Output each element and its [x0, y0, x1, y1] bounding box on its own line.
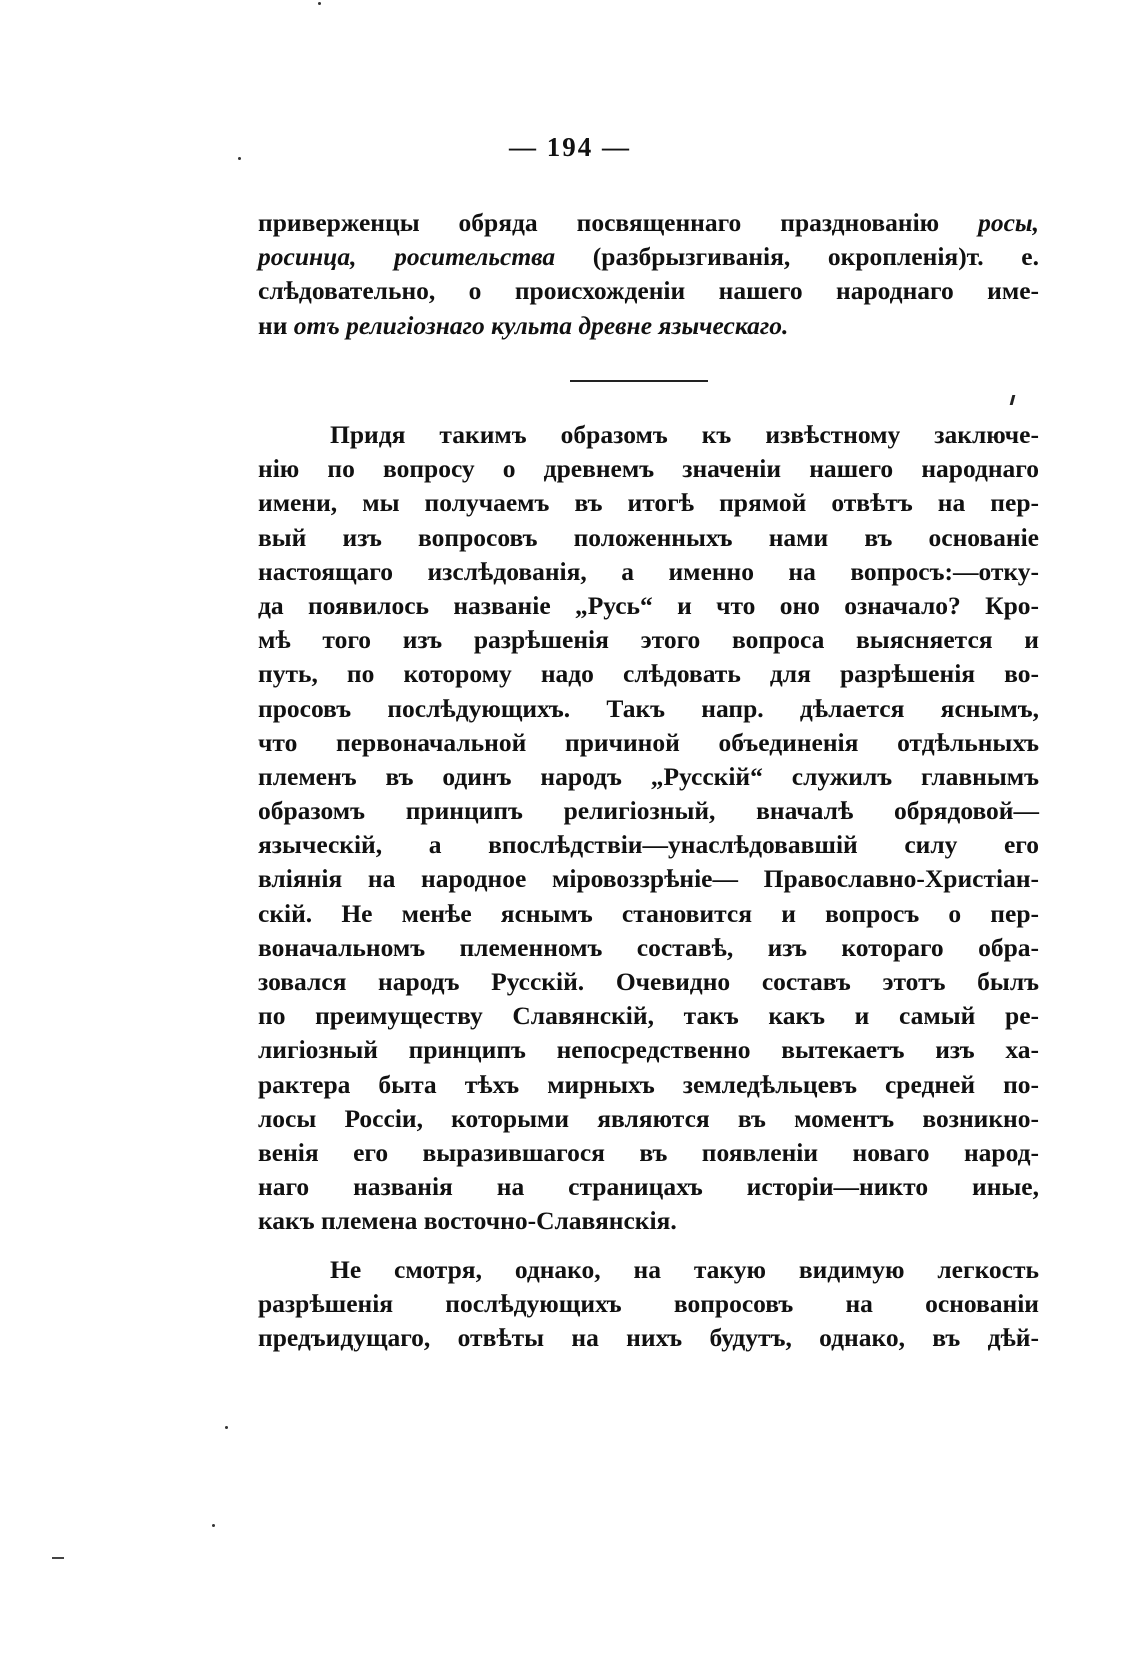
scan-mark: [52, 1557, 64, 1559]
text-line: нію по вопросу о древнемъ значеніи нашего народнаго: [258, 454, 1039, 484]
text-line: [258, 309, 1039, 343]
text-line: предъидущаго, отвѣты на нихъ будутъ, однако, въ дѣй-: [258, 1323, 1039, 1353]
text-line: венія его выразившагося въ появленіи новаго народ-: [258, 1137, 1039, 1167]
italic-term: росы,: [978, 208, 1039, 237]
scan-speck: [212, 1524, 215, 1527]
text-line: рактера быта тѣхъ мирныхъ земледѣльцевъ средней по-: [258, 1069, 1039, 1099]
text-line: вый изъ вопросовъ положенныхъ нами въ основаніе: [258, 522, 1039, 552]
italic-term: росинца, росительства: [258, 242, 556, 272]
text-line: имени, мы получаемъ въ итогѣ прямой отвѣтъ на пер-: [258, 488, 1039, 518]
text-line: настоящаго изслѣдованія, а именно на вопросъ:—отку-: [258, 556, 1039, 586]
text-line: племенъ въ одинъ народъ „Русскій“ служилъ главнымъ: [258, 761, 1039, 791]
text-line: по преимуществу Славянскій, такъ какъ и самый ре-: [258, 1001, 1039, 1031]
text-line: Придя такимъ образомъ къ извѣстному заключе-: [330, 420, 1039, 449]
scan-speck: [318, 2, 321, 5]
text-line: наго названія на страницахъ исторіи—никто иные,: [258, 1172, 1039, 1202]
text-line: просовъ послѣдующихъ. Такъ напр. дѣлается яснымъ,: [258, 693, 1039, 723]
main-paragraph: [258, 418, 1039, 1239]
text-line: воначальномъ племенномъ составѣ, изъ котораго обра-: [258, 932, 1039, 962]
text-line: лосы Россіи, которыми являются въ моментъ возникно-: [258, 1103, 1039, 1133]
page-number: — 194 —: [509, 132, 631, 162]
text-line: образомъ принципъ религіозный, вначалѣ обрядовой—: [258, 796, 1039, 826]
text-line: путь, по которому надо слѣдовать для разрѣшенія во-: [258, 659, 1039, 689]
text-line: скій. Не менѣе яснымъ становится и вопросъ о пер-: [258, 898, 1039, 928]
text-run: ни: [258, 310, 294, 340]
continuation-paragraph: [258, 206, 1039, 343]
text-line: лигіозный принципъ непосредственно вытекаетъ изъ ха-: [258, 1035, 1039, 1065]
text-line: [258, 240, 1039, 274]
text-line: [258, 206, 1039, 240]
italic-term: отъ религіознаго культа древне языческаго.: [293, 310, 789, 340]
next-paragraph: [258, 1253, 1039, 1356]
scan-speck: [225, 1426, 228, 1429]
text-run: (разбрызгиванія, окропленія)т. е.: [555, 242, 1039, 272]
text-line: мѣ того изъ разрѣшенія этого вопроса выясняется и: [258, 625, 1039, 655]
ink-mark: [1010, 395, 1016, 405]
text-line: Не смотря, однако, на такую видимую легкость: [330, 1255, 1039, 1284]
text-line: да появилось названіе „Русь“ и что оно означало? Кро-: [258, 590, 1039, 620]
text-run: приверженцы обряда посвященнаго празднованію: [258, 208, 979, 237]
text-line: какъ племена восточно-Славянскія.: [258, 1206, 677, 1236]
scan-speck: [238, 157, 241, 160]
text-line: разрѣшенія послѣдующихъ вопросовъ на основаніи: [258, 1289, 1039, 1319]
text-line: языческій, а впослѣдствіи—унаслѣдовавшій силу его: [258, 830, 1039, 860]
text-line: вліянія на народное міровоззрѣніе— Православно-Христіан-: [258, 864, 1039, 894]
section-divider: [570, 380, 708, 382]
text-line: что первоначальной причиной объединенія отдѣльныхъ: [258, 727, 1039, 757]
text-line: слѣдовательно, о происхожденіи нашего народнаго име-: [258, 276, 1039, 306]
text-line: зовался народъ Русскій. Очевидно составъ этотъ былъ: [258, 967, 1039, 996]
